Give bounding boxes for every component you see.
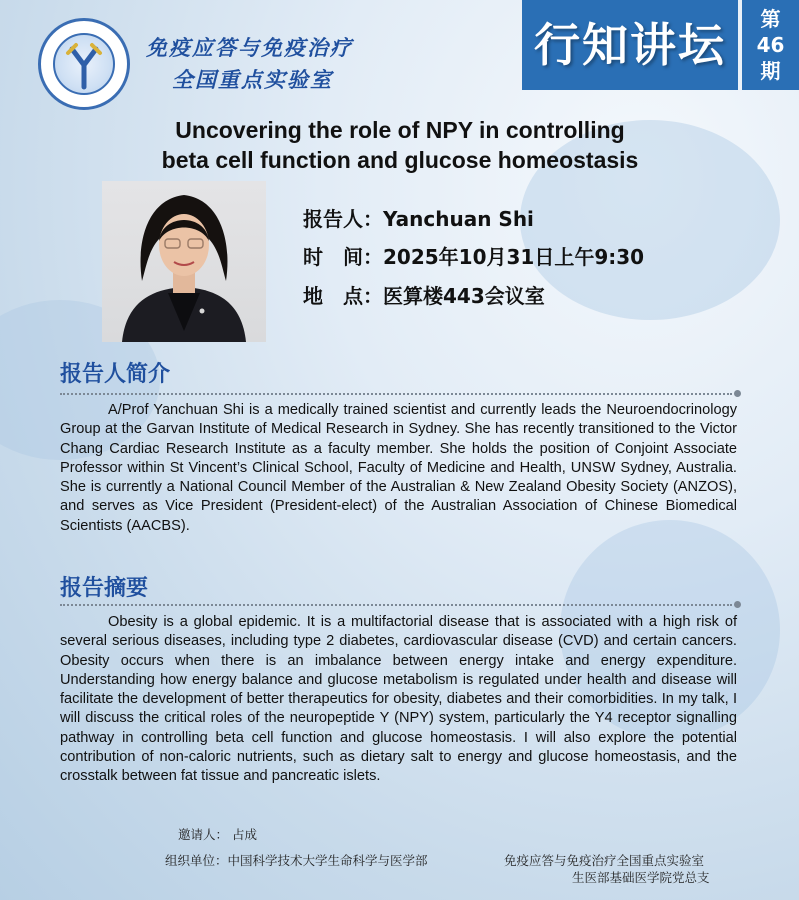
talk-title-line2: beta cell function and glucose homeostasis (161, 147, 639, 173)
abstract-text: Obesity is a global epidemic. It is a multifactorial disease that is associated with a high risk of several serious diseases, including type 2 diabetes, cardiovascular disease (CVD) and certain cancers. Obesity occurs when there is an imbalance between energy intake and energy expenditure. Understanding how energy balance and glucose metabolism is regulated under health and disease will facilitate the development of better therapeutics for obesity, diabetes and their comorbidities. In my talk, I will discuss the critical roles of the neuropeptide Y (NPY) system, particularly the Y4 receptor signalling pathway in controlling beta cell function and glucose homeostasis. I will also explore the potential contribution of non-caloric nutrients, such as dietary salt to energy and glucose homeostasis, and the crosstalk between fat tissue and pancreatic islets. (60, 614, 737, 785)
issue-suffix: 期 (760, 59, 781, 83)
inviter-line: 邀请人： 占成 (178, 827, 257, 842)
speaker-photo (102, 181, 266, 342)
antibody-icon (55, 35, 113, 93)
bio-text: A/Prof Yanchuan Shi is a medically trained scientist and currently leads the Neuroendocrinology Group at the Garvan Institute of Medical Research in Sydney. She has recently transitioned to the Victor Chang Cardiac Research Institute as a faculty member. She holds the position of Conjoint Associate Professor within St Vincent’s Clinical School, Faculty of Medicine and Health, UNSW Sydney, Australia. She is currently a National Council Member of the Australian & New Zealand Obesity Society (ANZOS), and serves as Vice President (President-elect) of the Australian Association of Chinese Biomedical Scientists (AACBS). (60, 402, 737, 534)
talk-title-line1: Uncovering the role of NPY in controlling (175, 117, 625, 143)
organizer-party: 生医部基础医学院党总支 (572, 870, 710, 885)
lab-name-line2: 全国重点实验室 (172, 67, 333, 92)
lab-logo (38, 18, 130, 110)
bio-heading: 报告人简介 (60, 362, 171, 387)
location-line: 地 点：医算楼443会议室 (303, 284, 545, 308)
series-banner: 行知讲坛 (522, 0, 738, 90)
abstract-divider (60, 604, 732, 606)
lab-name-line1: 免疫应答与免疫治疗 (146, 35, 353, 60)
issue-number: 46 (756, 33, 785, 57)
divider-dot (734, 601, 741, 608)
issue-prefix: 第 (760, 7, 781, 31)
organizer-lab: 免疫应答与免疫治疗全国重点实验室 (504, 853, 705, 868)
organizer-line: 组织单位：中国科学技术大学生命科学与医学部 (165, 853, 428, 868)
issue-badge (742, 0, 799, 90)
divider-dot (734, 390, 741, 397)
speaker-line: 报告人：Yanchuan Shi (303, 207, 534, 231)
abstract-heading: 报告摘要 (60, 576, 149, 601)
time-line: 时 间：2025年10月31日上午9:30 (303, 245, 645, 269)
bio-divider (60, 393, 732, 395)
